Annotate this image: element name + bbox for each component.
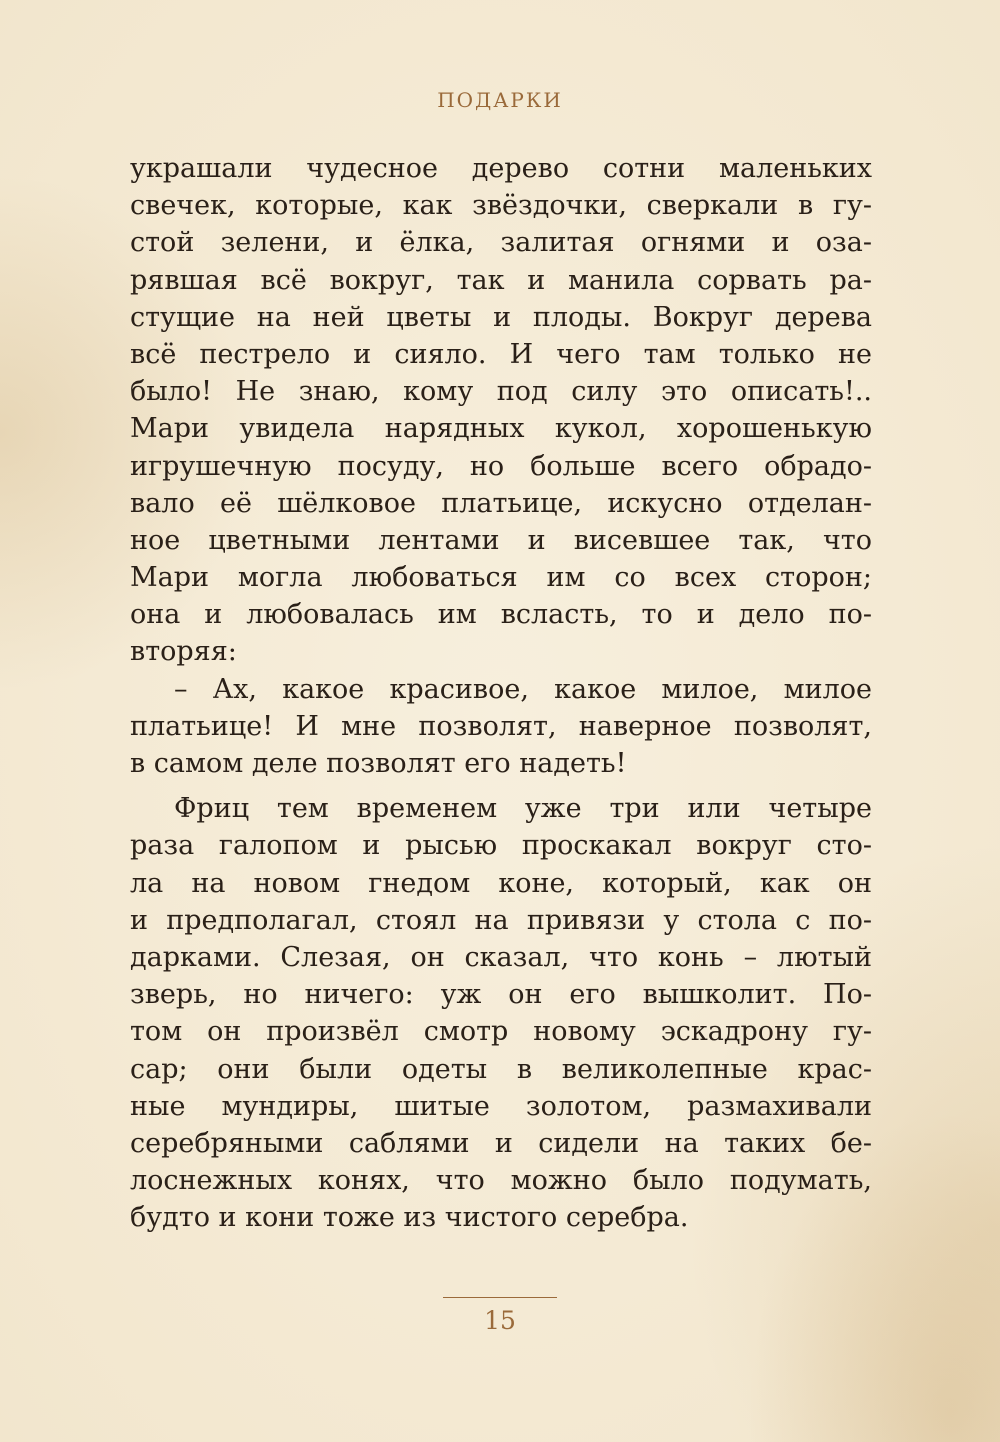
text-line: свечек, которые, как звёздочки, сверкали в гу-	[130, 190, 872, 222]
text-line: сар; они были одеты в великолепные крас-	[130, 1053, 872, 1085]
text-line: ное цветными лентами и висевшее так, что	[130, 524, 872, 556]
text-line: и предполагал, стоял на привязи у стола с по-	[130, 904, 872, 936]
text-line: будто и кони тоже из чистого серебра.	[130, 1202, 689, 1234]
text-line: лоснежных конях, что можно было подумать,	[130, 1165, 872, 1197]
text-line: стущие на ней цветы и плоды. Вокруг дерева	[130, 301, 872, 333]
text-line: рявшая всё вокруг, так и манила сорвать ра-	[130, 264, 872, 296]
text-line: игрушечную посуду, но больше всего обрадо-	[130, 450, 872, 482]
paragraph-1	[130, 150, 872, 671]
text-line: – Ах, какое красивое, какое милое, милое	[174, 673, 872, 705]
text-line: Мари могла любоваться им со всех сторон;	[130, 562, 872, 594]
text-line: ные мундиры, шитые золотом, размахивали	[130, 1090, 872, 1122]
text-line: всё пестрело и сияло. И чего там только не	[130, 338, 872, 370]
footer-divider	[443, 1297, 557, 1298]
text-line: Фриц тем временем уже три или четыре	[174, 793, 872, 825]
running-head: ПОДАРКИ	[437, 88, 563, 112]
paragraph-2	[130, 671, 872, 783]
page-number: 15	[484, 1306, 516, 1335]
text-line: зверь, но ничего: уж он его вышколит. По-	[130, 979, 872, 1011]
text-line: она и любовалась им всласть, то и дело по-	[130, 599, 872, 631]
paragraph-3	[130, 790, 872, 1236]
text-line: украшали чудесное дерево сотни маленьких	[130, 153, 872, 184]
text-line: вторяя:	[130, 636, 237, 668]
text-line: раза галопом и рысью проскакал вокруг сто-	[130, 830, 872, 862]
text-line: том он произвёл смотр новому эскадрону гу-	[130, 1016, 872, 1048]
text-line: дарками. Слезая, он сказал, что конь – лютый	[130, 941, 872, 973]
paragraph-spacer	[130, 782, 872, 790]
text-line: ла на новом гнедом коне, который, как он	[130, 867, 872, 899]
text-line: Мари увидела нарядных кукол, хорошенькую	[130, 413, 872, 445]
text-line: серебряными саблями и сидели на таких бе-	[130, 1127, 872, 1159]
text-line: платьице! И мне позволят, наверное позволят,	[130, 710, 872, 742]
text-line: в самом деле позволят его надеть!	[130, 748, 627, 779]
text-line: было! Не знаю, кому под силу это описать!..	[130, 376, 872, 408]
text-line: стой зелени, и ёлка, залитая огнями и оза-	[130, 227, 872, 259]
body-text	[130, 150, 872, 1236]
text-line: вало её шёлковое платьице, искусно отделан-	[130, 487, 872, 519]
